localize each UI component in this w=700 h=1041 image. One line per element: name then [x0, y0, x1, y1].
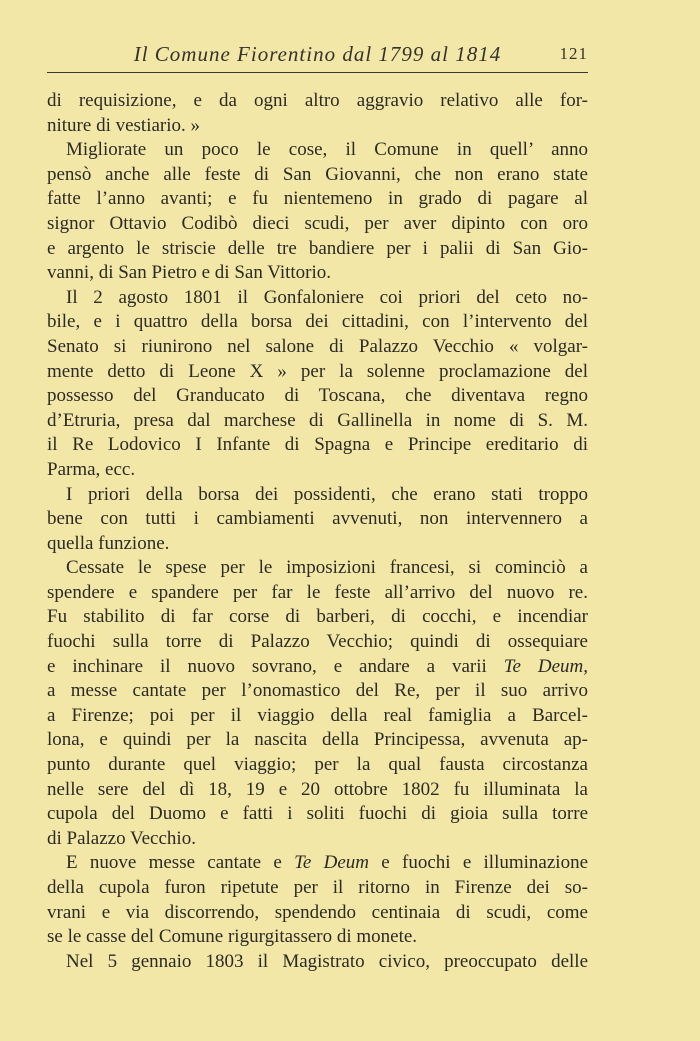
body-text — [47, 89, 588, 974]
running-title: Il Comune Fiorentino dal 1799 al 1814 — [133, 42, 502, 66]
text-line: di requisizione, e da ogni altro aggravio relativo alle for- — [47, 90, 588, 111]
text-line: il Re Lodovico I Infante di Spagna e Principe ereditario di — [47, 434, 588, 456]
italic-te-deum: Te Deum, — [503, 655, 588, 677]
text-line: della cupola furon ripetute per il ritorno in Firenze dei so- — [47, 877, 588, 898]
paragraph-first-line: I priori della borsa dei possidenti, che erano stati troppo — [66, 483, 588, 505]
text-line: quella funzione. — [47, 532, 170, 554]
text-line: Parma, ecc. — [47, 458, 136, 480]
text-line: Fu stabilito di far corse di barberi, di cocchi, e incendiar — [47, 606, 588, 628]
page-header — [47, 38, 588, 70]
paragraph-first-line: Migliorate un poco le cose, il Comune in quell’ anno — [66, 139, 588, 161]
text-line: cupola del Duomo e fatti i soliti fuochi di gioia sulla torre — [47, 803, 588, 825]
text-line: signor Ottavio Codibò dieci scudi, per aver dipinto con oro — [47, 212, 588, 234]
paragraph-first-line: Il 2 agosto 1801 il Gonfaloniere coi priori del ceto no- — [66, 286, 588, 308]
text-line: lona, e quindi per la nascita della Principessa, avvenuta ap- — [47, 729, 588, 751]
text-line: mente detto di Leone X » per la solenne proclamazione del — [47, 360, 588, 382]
text-span: E nuove messe cantate e — [66, 852, 282, 874]
text-line: pensò anche alle feste di San Giovanni, che non erano state — [47, 163, 588, 185]
text-line: fuochi sulla torre di Palazzo Vecchio; quindi di ossequiare — [47, 631, 588, 653]
text-line: d’Etruria, presa dal marchese di Gallinella in nome di S. M. — [47, 409, 588, 431]
header-rule — [47, 72, 588, 73]
text-line: bene con tutti i cambiamenti avvenuti, non intervennero a — [47, 508, 588, 530]
text-span: e inchinare il nuovo sovrano, e andare a varii — [47, 655, 487, 677]
text-line: punto durante quel viaggio; per la qual fausta circostanza — [47, 754, 588, 776]
text-line — [47, 655, 588, 680]
text-line: niture di vestiario. » — [47, 114, 201, 136]
text-line: a Firenze; poi per il viaggio della real famiglia a Barcel- — [47, 704, 588, 726]
italic-te-deum: Te Deum — [294, 852, 370, 874]
text-line: se le casse del Comune rigurgitassero di monete. — [47, 926, 418, 948]
page-number: 121 — [559, 44, 588, 63]
text-line: bile, e i quattro della borsa dei cittadini, con l’intervento del — [47, 311, 588, 333]
paragraph-first-line: Cessate le spese per le imposizioni francesi, si cominciò a — [66, 557, 588, 579]
text-line: possesso del Granducato di Toscana, che diventava regno — [47, 385, 588, 407]
paragraph-first-line — [47, 851, 588, 876]
text-line: a messe cantate per l’onomastico del Re, per il suo arrivo — [47, 680, 588, 702]
text-line: Senato si riunirono nel salone di Palazzo Vecchio « volgar- — [47, 335, 588, 357]
text-span: e fuochi e illuminazione — [381, 852, 588, 874]
paragraph-first-line: Nel 5 gennaio 1803 il Magistrato civico, preoccupato delle — [66, 950, 588, 972]
text-line: vrani e via discorrendo, spendendo centinaia di scudi, come — [47, 901, 588, 923]
text-line: e argento le striscie delle tre bandiere per i palii di San Gio- — [47, 237, 588, 259]
text-line: vanni, di San Pietro e di San Vittorio. — [47, 262, 332, 284]
text-line: nelle sere del dì 18, 19 e 20 ottobre 1802 fu illuminata la — [47, 778, 588, 800]
text-line: spendere e spandere per far le feste all’arrivo del nuovo re. — [47, 581, 588, 603]
text-line: di Palazzo Vecchio. — [47, 827, 196, 849]
text-line: fatte l’anno avanti; e fu nientemeno in grado di pagare al — [47, 188, 588, 210]
